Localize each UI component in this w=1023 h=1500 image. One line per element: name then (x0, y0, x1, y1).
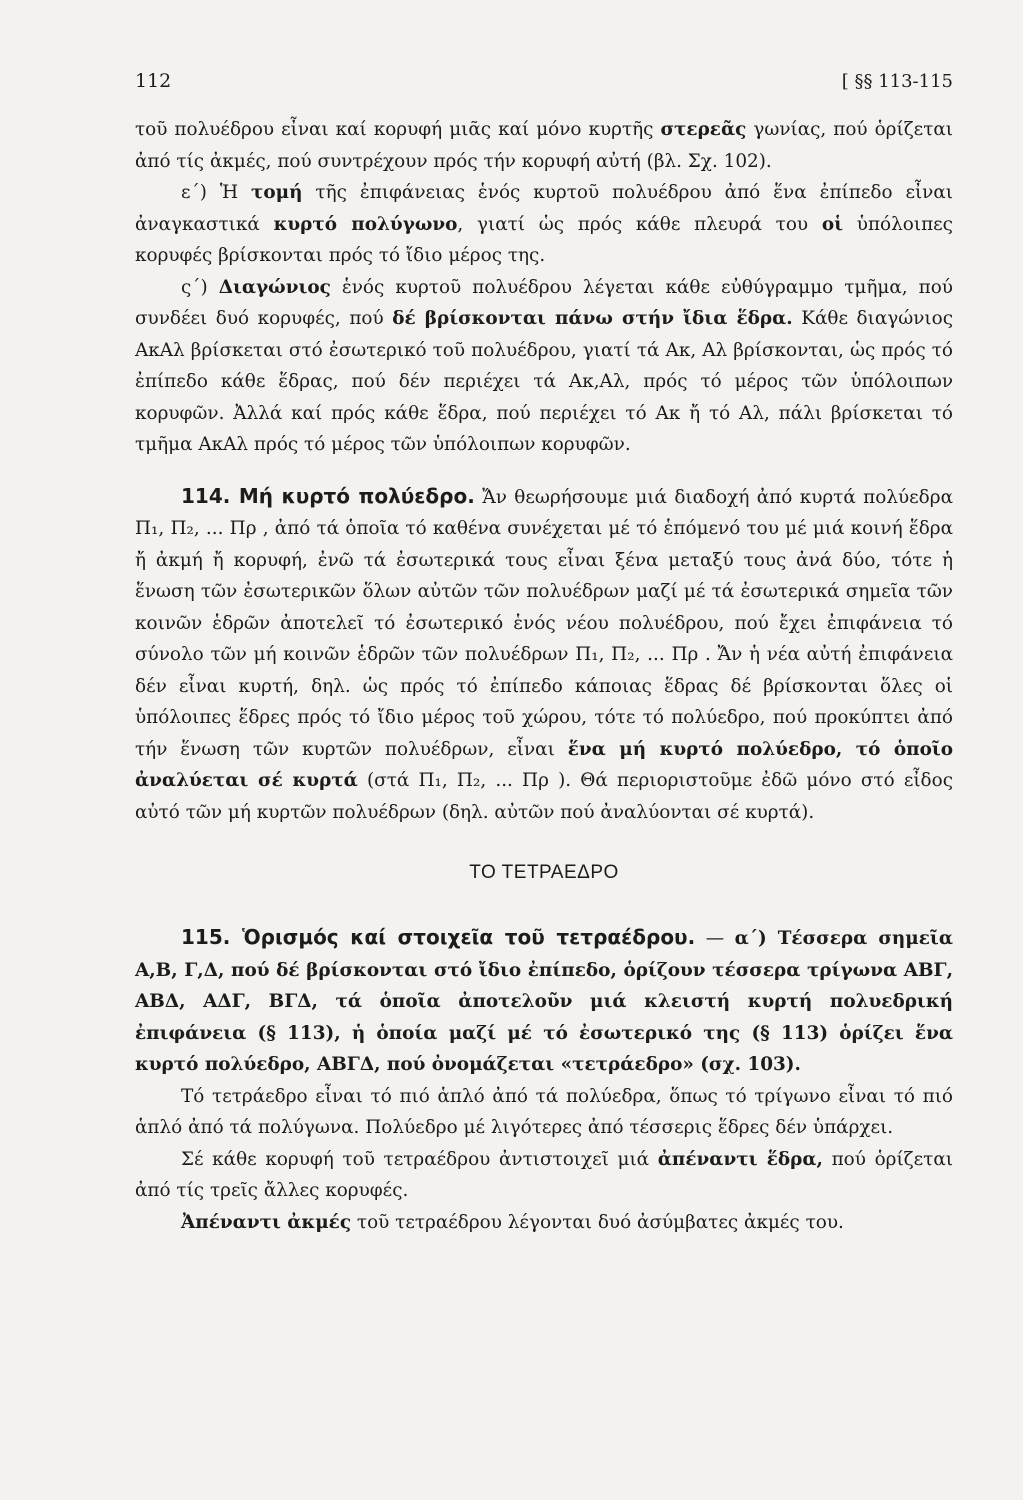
tetrahedron-simplest-paragraph: Τό τετράεδρο εἶναι τό πιό ἁπλό ἀπό τά πολύεδρα, ὅπως τό τρίγωνο εἶναι τό πιό ἁπλό ἀπό τά πολύγωνα. Πολύεδρο μέ λιγότερες ἀπό τέσσερις ἕδρες δέν ὑπάρχει. (135, 1085, 953, 1138)
section-114-title: Μή κυρτό πολύεδρο. (230, 483, 475, 508)
chapter-title: ΤΟ ΤΕΤΡΑΕΔΡΟ (469, 862, 619, 883)
item-st-paragraph: ς΄) Διαγώνιος ἑνός κυρτοῦ πολυέδρου λέγεται κάθε εὐθύγραμμο τμῆμα, πού συνδέει δυό κορυφές, πού δέ βρίσκονται πάνω στήν ἴδια ἕδρα. Κάθε διαγώνιος ΑκΑλ βρίσκεται στό ἐσωτερικό τοῦ πολυέδρου, γιατί τά Ακ, Αλ βρίσκονται, ὡς πρός τό ἐπίπεδο κάθε ἕδρας, πού δέν περιέχει τά Ακ,Αλ, πρός τό μέρος τῶν ὑπόλοιπων κορυφῶν. Ἀλλά καί πρός κάθε ἕδρα, πού περιέχει τό Ακ ἤ τό Αλ, πάλι βρίσκεται τό τμῆμα ΑκΑλ πρός τό μέρος τῶν ὑπόλοιπων κορυφῶν. (135, 276, 954, 455)
section-115-title: Ὁρισμός καί στοιχεῖα τοῦ τετραέδρου. (230, 925, 696, 949)
section-115-number: 115. (181, 925, 231, 949)
section-115-paragraph: 115. Ὁρισμός καί στοιχεῖα τοῦ τετραέδρου. — α΄) Τέσσερα σημεῖα Α,Β, Γ,Δ, πού δέ βρίσκονται στό ἴδιο ἐπίπεδο, ὁρίζουν τέσσερα τρίγωνα ΑΒΓ, ΑΒΔ, ΑΔΓ, ΒΓΔ, τά ὁποῖα ἀποτελοῦν μιά κλειστή κυρτή πολυεδρική ἐπιφάνεια (§ 113), ἡ ὁποία μαζί μέ τό ἐσωτερικό της (§ 113) ὁρίζει ἕνα κυρτό πολύεδρο, ΑΒΓΔ, πού ὀνομάζεται «τετράεδρο» (σχ. 103). (135, 925, 953, 1075)
section-reference: [ §§ 113-115 (841, 71, 953, 92)
opposite-edges-paragraph: Ἀπέναντι ἀκμές τοῦ τετραέδρου λέγονται δυό ἀσύμβατες ἀκμές του. (181, 1211, 844, 1233)
continuation-paragraph: τοῦ πολυέδρου εἶναι καί κορυφή μιᾶς καί μόνο κυρτῆς στερεᾶς γωνίας, πού ὁρίζεται ἀπό τίς ἀκμές, πού συντρέχουν πρός τήν κορυφή αὐτή (βλ. Σχ. 102). (135, 119, 953, 172)
page-number: 112 (135, 70, 172, 92)
section-114-paragraph: 114. Μή κυρτό πολύεδρο. Ἄν θεωρήσουμε μιά διαδοχή ἀπό κυρτά πολύεδρα Π₁, Π₂, ... Πρ , ἀπό τά ὁποῖα τό καθένα συνέχεται μέ τό ἑπόμενό του μέ μιά κοινή ἕδρα ἤ ἀκμή ἤ κορυφή, ἐνῶ τά ἐσωτερικά τους εἶναι ξένα μεταξύ τους ἀνά δύο, τότε ἡ ἕνωση τῶν ἐσωτερικῶν ὅλων αὐτῶν τῶν πολυέδρων μαζί μέ τά ἐσωτερικά σημεῖα τῶν κοινῶν ἑδρῶν ἀποτελεῖ τό ἐσωτερικό ἑνός νέου πολυέδρου, πού ἔχει ἐπιφάνεια τό σύνολο τῶν μή κοινῶν ἑδρῶν τῶν πολυέδρων Π₁, Π₂, ... Πρ . Ἄν ἡ νέα αὐτή ἐπιφάνεια δέν εἶναι κυρτή, δηλ. ὡς πρός τό ἐπίπεδο κάποιας ἕδρας δέ βρίσκονται ὅλες οἱ ὑπόλοιπες ἕδρες πρός τό ἴδιο μέρος τοῦ χώρου, τότε τό πολύεδρο, πού προκύπτει ἀπό τήν ἕνωση τῶν κυρτῶν πολυέδρων, εἶναι ἕνα μή κυρτό πολύεδρο, τό ὁποῖο ἀναλύεται σέ κυρτά (στά Π₁, Π₂, ... Πρ ). Θά περιοριστοῦμε ἐδῶ μόνο στό εἶδος αὐτό τῶν μή κυρτῶν πολυέδρων (δηλ. αὐτῶν πού ἀναλύονται σέ κυρτά). (135, 483, 954, 823)
item-e-paragraph: ε΄) Ἡ τομή τῆς ἐπιφάνειας ἑνός κυρτοῦ πολυέδρου ἀπό ἕνα ἐπίπεδο εἶναι ἀναγκαστικά κυρτό πολύγωνο, γιατί ὡς πρός κάθε πλευρά του οἱ ὑπόλοιπες κορυφές βρίσκονται πρός τό ἴδιο μέρος της. (135, 182, 953, 266)
section-114-number: 114. (181, 483, 231, 508)
opposite-face-paragraph: Σέ κάθε κορυφή τοῦ τετραέδρου ἀντιστοιχεῖ μιά ἀπέναντι ἕδρα, πού ὁρίζεται ἀπό τίς τρεῖς ἄλλες κορυφές. (135, 1148, 953, 1201)
page-header (135, 70, 953, 92)
book-page (135, 70, 953, 1470)
